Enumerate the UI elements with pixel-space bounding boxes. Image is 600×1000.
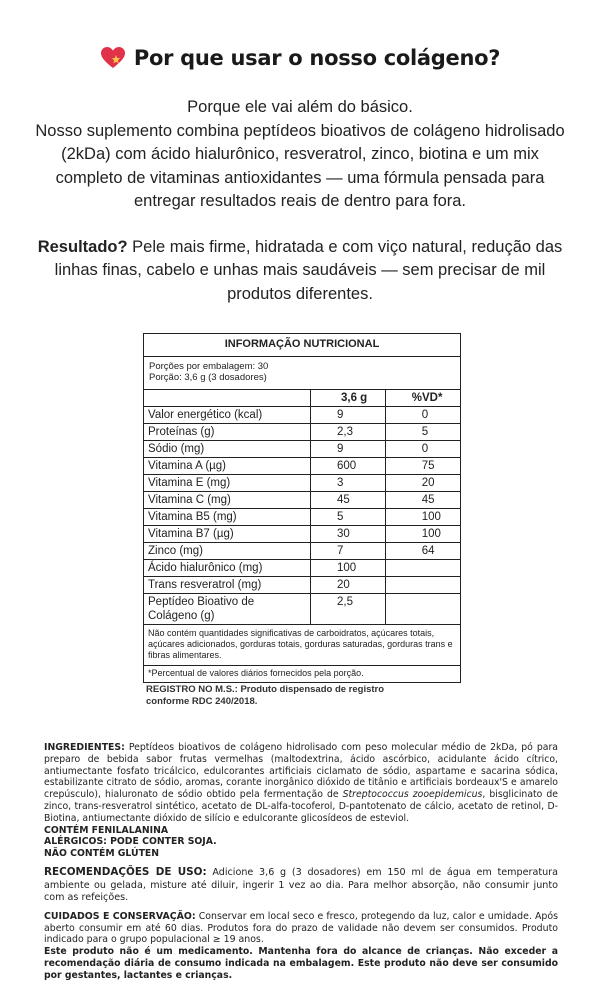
registration-line-1: REGISTRO NO M.S.: Produto dispensado de registro	[146, 684, 385, 695]
vd-footnote: *Percentual de valores diários fornecidos pela porção.	[148, 668, 364, 678]
table-row	[144, 509, 460, 526]
ingredients-text-1: Peptídeos bioativos de colágeno hidrolisado com peso molecular médio de 2kDa, pó para preparo de bebida sabor frutas vermelhas (maltodextrina, ácido ascórbico, acidulante ácido cítrico, antiumectante fosfato tricálcico, edulcorantes artificiais ciclamato de sódio, aspartame e sacarina sódica, estabilizante citrato de sódio, aromas, corante inorgânico dióxido de titânio e artificiais bordeaux'S e amarelo crepúsculo), hialuronato de sódio obtido pela fermentação de	[44, 742, 558, 801]
nutrient-amount: 100	[311, 560, 386, 577]
medication-warning: Este produto não é um medicamento. Mantenha fora do alcance de crianças. Não exceder a recomendação diária de consumo indicada na embalagem. Este produto não deve ser consumido por gestantes, lactantes e crianças.	[44, 946, 558, 981]
nutrient-name: Vitamina B7 (µg)	[144, 526, 311, 543]
ingredients-text-2: , bisglicinato de zinco, trans-resveratrol sintético, acetato de DL-alfa-tocoferol, D-pantotenato de cálcio, acetato de retinol, D-Biotina, antiumectante dióxido de silício e edulcorante glicosídeos de esteviol.	[44, 789, 559, 824]
header-amount-col: 3,6 g	[311, 390, 386, 407]
nutrient-amount: 45	[311, 492, 386, 509]
nutrient-vd: 100	[385, 509, 460, 526]
result-paragraph	[30, 236, 570, 307]
nutrient-amount: 9	[311, 407, 386, 424]
intro-line-1: Porque ele vai além do básico.	[187, 98, 413, 116]
usage-recommendations	[44, 866, 558, 905]
registration-info	[146, 684, 466, 708]
nutrient-vd	[385, 560, 460, 577]
nutrient-vd: 5	[385, 424, 460, 441]
header-name-col	[144, 390, 311, 407]
nutrition-table	[143, 333, 461, 683]
result-text: Pele mais firme, hidratada e com viço natural, redução das linhas finas, cabelo e unhas mais saudáveis — sem precisar de mil produtos diferentes.	[54, 237, 563, 303]
nutrient-vd: 45	[385, 492, 460, 509]
nutrient-name: Vitamina E (mg)	[144, 475, 311, 492]
portions-per-package: Porções por embalagem: 30	[149, 361, 269, 372]
nutrient-vd	[385, 594, 460, 625]
nutrient-vd	[385, 577, 460, 594]
table-row	[144, 475, 460, 492]
nutrient-amount: 7	[311, 543, 386, 560]
table-row	[144, 407, 460, 424]
nutrient-amount: 2,3	[311, 424, 386, 441]
nutrient-name: Ácido hialurônico (mg)	[144, 560, 311, 577]
headline	[0, 46, 600, 70]
table-row	[144, 543, 460, 560]
nutrition-title: INFORMAÇÃO NUTRICIONAL	[144, 334, 460, 357]
table-row	[144, 594, 460, 625]
nutrient-amount: 2,5	[311, 594, 386, 625]
nutrient-amount: 9	[311, 441, 386, 458]
nutrient-vd: 0	[385, 407, 460, 424]
nutrient-amount: 30	[311, 526, 386, 543]
table-row	[144, 458, 460, 475]
ingredients-label: INGREDIENTES:	[44, 742, 125, 753]
nutrient-name: Sódio (mg)	[144, 441, 311, 458]
ingredients-italic: Streptococcus zooepidemicus	[342, 789, 483, 801]
nutrient-name: Proteínas (g)	[144, 424, 311, 441]
nutrient-amount: 3	[311, 475, 386, 492]
phenylalanine-warning: CONTÉM FENILALANINA	[44, 824, 169, 836]
nutrient-name: Vitamina B5 (mg)	[144, 509, 311, 526]
portions-info	[144, 357, 460, 390]
nutrition-header-row	[144, 390, 460, 407]
nutrient-amount: 5	[311, 509, 386, 526]
table-row	[144, 560, 460, 577]
nutrient-name: Zinco (mg)	[144, 543, 311, 560]
heart-icon	[100, 46, 126, 70]
storage-text: Conservar em local seco e fresco, protegendo da luz, calor e umidade. Após aberto consumir em até 60 dias. Produtos fora do prazo de validade não devem ser consumidos. Produto indicado para o grupo populacional ≥ 19 anos.	[44, 910, 558, 946]
table-row	[144, 577, 460, 594]
nutrient-vd: 0	[385, 441, 460, 458]
nutrient-name: Peptídeo Bioativo de Colágeno (g)	[144, 594, 311, 625]
registration-line-2: conforme RDC 240/2018.	[146, 696, 258, 707]
table-row	[144, 424, 460, 441]
usage-text: Adicione 3,6 g (3 dosadores) em 150 ml de água em temperatura ambiente ou gelada, misture até diluir, ingerir 1 vez ao dia. Para melhor absorção, não consumir junto com as refeições.	[44, 866, 558, 904]
table-row	[144, 492, 460, 509]
nutrition-note: Não contém quantidades significativas de carboidratos, açúcares totais, açúcares adicionados, gorduras totais, gorduras saturadas, gorduras trans e fibras alimentares.	[144, 625, 460, 666]
storage-label: CUIDADOS E CONSERVAÇÃO:	[44, 910, 196, 922]
nutrient-name: Trans resveratrol (mg)	[144, 577, 311, 594]
storage-care	[44, 911, 558, 946]
nutrient-vd: 64	[385, 543, 460, 560]
usage-label: RECOMENDAÇÕES DE USO:	[44, 865, 207, 878]
result-label: Resultado?	[37, 237, 128, 256]
intro-text	[30, 96, 570, 306]
intro-line-2: Nosso suplemento combina peptídeos bioativos de colágeno hidrolisado (2kDa) com ácido hialurônico, resveratrol, zinco, biotina e um mix completo de vitaminas antioxidantes — uma fórmula pensada para entregar resultados reais de dentro para fora.	[35, 121, 565, 210]
nutrient-amount: 600	[311, 458, 386, 475]
nutrient-name: Vitamina C (mg)	[144, 492, 311, 509]
nutrient-name: Valor energético (kcal)	[144, 407, 311, 424]
portion-size: Porção: 3,6 g (3 dosadores)	[149, 372, 267, 383]
table-row	[144, 526, 460, 543]
allergen-warning: ALÉRGICOS: PODE CONTER SOJA.	[44, 836, 217, 848]
label-text-block	[44, 742, 558, 982]
nutrient-vd: 20	[385, 475, 460, 492]
ingredients-paragraph	[44, 742, 558, 825]
gluten-info: NÃO CONTÉM GLÚTEN	[44, 848, 160, 860]
nutrition-rows	[144, 390, 460, 625]
nutrient-amount: 20	[311, 577, 386, 594]
table-row	[144, 441, 460, 458]
nutrient-vd: 75	[385, 458, 460, 475]
nutrient-vd: 100	[385, 526, 460, 543]
headline-text: Por que usar o nosso colágeno?	[133, 46, 501, 70]
header-vd-col: %VD*	[385, 390, 460, 407]
nutrient-name: Vitamina A (µg)	[144, 458, 311, 475]
